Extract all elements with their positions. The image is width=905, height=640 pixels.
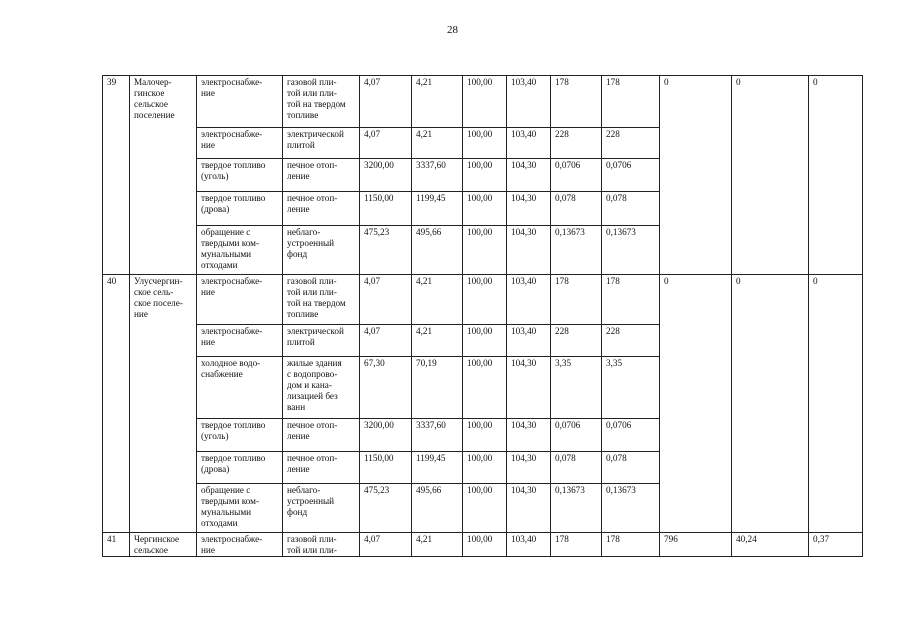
value-c3: 100,00 xyxy=(463,325,507,357)
service-type: электроснабже- ние xyxy=(197,325,283,357)
consumer-category: газовой пли- той или пли- той на твердом топливе xyxy=(283,76,360,128)
value-c6: 228 xyxy=(602,325,660,357)
value-c5: 0,078 xyxy=(551,192,602,226)
value-c6: 228 xyxy=(602,128,660,159)
value-c2: 1199,45 xyxy=(412,452,463,484)
value-c3: 100,00 xyxy=(463,533,507,557)
value-c3: 100,00 xyxy=(463,128,507,159)
total-3: 0,37 xyxy=(809,533,863,557)
consumer-category: газовой пли- той или пли- xyxy=(283,533,360,557)
value-c5: 178 xyxy=(551,275,602,325)
value-c5: 228 xyxy=(551,128,602,159)
value-c1: 475,23 xyxy=(360,226,412,275)
consumer-category: печное отоп- ление xyxy=(283,159,360,192)
value-c5: 0,13673 xyxy=(551,226,602,275)
consumer-category: печное отоп- ление xyxy=(283,419,360,452)
consumer-category: жилые здания с водопрово- дом и кана- лизацией без ванн xyxy=(283,357,360,419)
value-c5: 0,078 xyxy=(551,452,602,484)
value-c2: 4,21 xyxy=(412,533,463,557)
value-c1: 4,07 xyxy=(360,325,412,357)
consumer-category: газовой пли- той или пли- той на твердом топливе xyxy=(283,275,360,325)
settlement-name: Улусчергин- ское сель- ское поселе- ние xyxy=(130,275,197,533)
value-c6: 178 xyxy=(602,533,660,557)
row-number: 39 xyxy=(103,76,130,275)
value-c1: 1150,00 xyxy=(360,192,412,226)
value-c6: 0,13673 xyxy=(602,226,660,275)
service-type: электроснабже- ние xyxy=(197,275,283,325)
value-c2: 1199,45 xyxy=(412,192,463,226)
value-c3: 100,00 xyxy=(463,226,507,275)
value-c4: 103,40 xyxy=(507,128,551,159)
settlement-name: Чергинское сельское xyxy=(130,533,197,557)
value-c5: 228 xyxy=(551,325,602,357)
value-c4: 103,40 xyxy=(507,76,551,128)
value-c5: 0,0706 xyxy=(551,159,602,192)
value-c4: 104,30 xyxy=(507,357,551,419)
value-c6: 0,0706 xyxy=(602,159,660,192)
value-c3: 100,00 xyxy=(463,452,507,484)
value-c3: 100,00 xyxy=(463,275,507,325)
settlement-name: Малочер- гинское сельское поселение xyxy=(130,76,197,275)
value-c3: 100,00 xyxy=(463,192,507,226)
consumer-category: печное отоп- ление xyxy=(283,192,360,226)
total-1: 0 xyxy=(660,76,732,275)
value-c2: 4,21 xyxy=(412,76,463,128)
value-c4: 104,30 xyxy=(507,159,551,192)
total-2: 0 xyxy=(732,76,809,275)
value-c2: 3337,60 xyxy=(412,159,463,192)
value-c3: 100,00 xyxy=(463,357,507,419)
value-c4: 104,30 xyxy=(507,192,551,226)
value-c5: 0,0706 xyxy=(551,419,602,452)
value-c4: 103,40 xyxy=(507,533,551,557)
value-c5: 3,35 xyxy=(551,357,602,419)
value-c3: 100,00 xyxy=(463,76,507,128)
value-c4: 104,30 xyxy=(507,226,551,275)
consumer-category: неблаго- устроенный фонд xyxy=(283,226,360,275)
value-c2: 495,66 xyxy=(412,226,463,275)
value-c5: 0,13673 xyxy=(551,484,602,533)
row-number: 40 xyxy=(103,275,130,533)
total-2: 0 xyxy=(732,275,809,533)
value-c2: 4,21 xyxy=(412,128,463,159)
value-c1: 475,23 xyxy=(360,484,412,533)
total-2: 40,24 xyxy=(732,533,809,557)
value-c4: 104,30 xyxy=(507,452,551,484)
service-type: электроснабже- ние xyxy=(197,128,283,159)
service-type: твердое топливо (дрова) xyxy=(197,452,283,484)
value-c3: 100,00 xyxy=(463,419,507,452)
consumer-category: неблаго- устроенный фонд xyxy=(283,484,360,533)
service-type: обращение с твердыми ком- мунальными отходами xyxy=(197,484,283,533)
value-c4: 104,30 xyxy=(507,484,551,533)
table-row xyxy=(103,76,863,128)
service-type: электроснабже- ние xyxy=(197,76,283,128)
consumer-category: электрической плитой xyxy=(283,128,360,159)
value-c1: 4,07 xyxy=(360,76,412,128)
value-c6: 0,13673 xyxy=(602,484,660,533)
tariff-table xyxy=(102,75,863,557)
page-number: 28 xyxy=(447,24,458,36)
service-type: электроснабже- ние xyxy=(197,533,283,557)
value-c1: 4,07 xyxy=(360,128,412,159)
service-type: твердое топливо (уголь) xyxy=(197,159,283,192)
consumer-category: электрической плитой xyxy=(283,325,360,357)
value-c6: 0,078 xyxy=(602,452,660,484)
value-c6: 178 xyxy=(602,275,660,325)
service-type: твердое топливо (дрова) xyxy=(197,192,283,226)
value-c6: 0,0706 xyxy=(602,419,660,452)
value-c1: 4,07 xyxy=(360,533,412,557)
value-c2: 70,19 xyxy=(412,357,463,419)
total-3: 0 xyxy=(809,76,863,275)
value-c3: 100,00 xyxy=(463,484,507,533)
value-c2: 4,21 xyxy=(412,325,463,357)
total-1: 0 xyxy=(660,275,732,533)
table-row xyxy=(103,533,863,557)
consumer-category: печное отоп- ление xyxy=(283,452,360,484)
value-c4: 104,30 xyxy=(507,419,551,452)
total-1: 796 xyxy=(660,533,732,557)
value-c1: 1150,00 xyxy=(360,452,412,484)
value-c6: 3,35 xyxy=(602,357,660,419)
service-type: холодное водо- снабжение xyxy=(197,357,283,419)
service-type: обращение с твердыми ком- мунальными отходами xyxy=(197,226,283,275)
value-c6: 0,078 xyxy=(602,192,660,226)
value-c1: 3200,00 xyxy=(360,419,412,452)
value-c5: 178 xyxy=(551,76,602,128)
table-row xyxy=(103,275,863,325)
value-c5: 178 xyxy=(551,533,602,557)
value-c2: 495,66 xyxy=(412,484,463,533)
value-c1: 3200,00 xyxy=(360,159,412,192)
total-3: 0 xyxy=(809,275,863,533)
service-type: твердое топливо (уголь) xyxy=(197,419,283,452)
value-c2: 4,21 xyxy=(412,275,463,325)
value-c4: 103,40 xyxy=(507,325,551,357)
value-c6: 178 xyxy=(602,76,660,128)
value-c3: 100,00 xyxy=(463,159,507,192)
value-c1: 4,07 xyxy=(360,275,412,325)
row-number: 41 xyxy=(103,533,130,557)
value-c1: 67,30 xyxy=(360,357,412,419)
value-c4: 103,40 xyxy=(507,275,551,325)
value-c2: 3337,60 xyxy=(412,419,463,452)
